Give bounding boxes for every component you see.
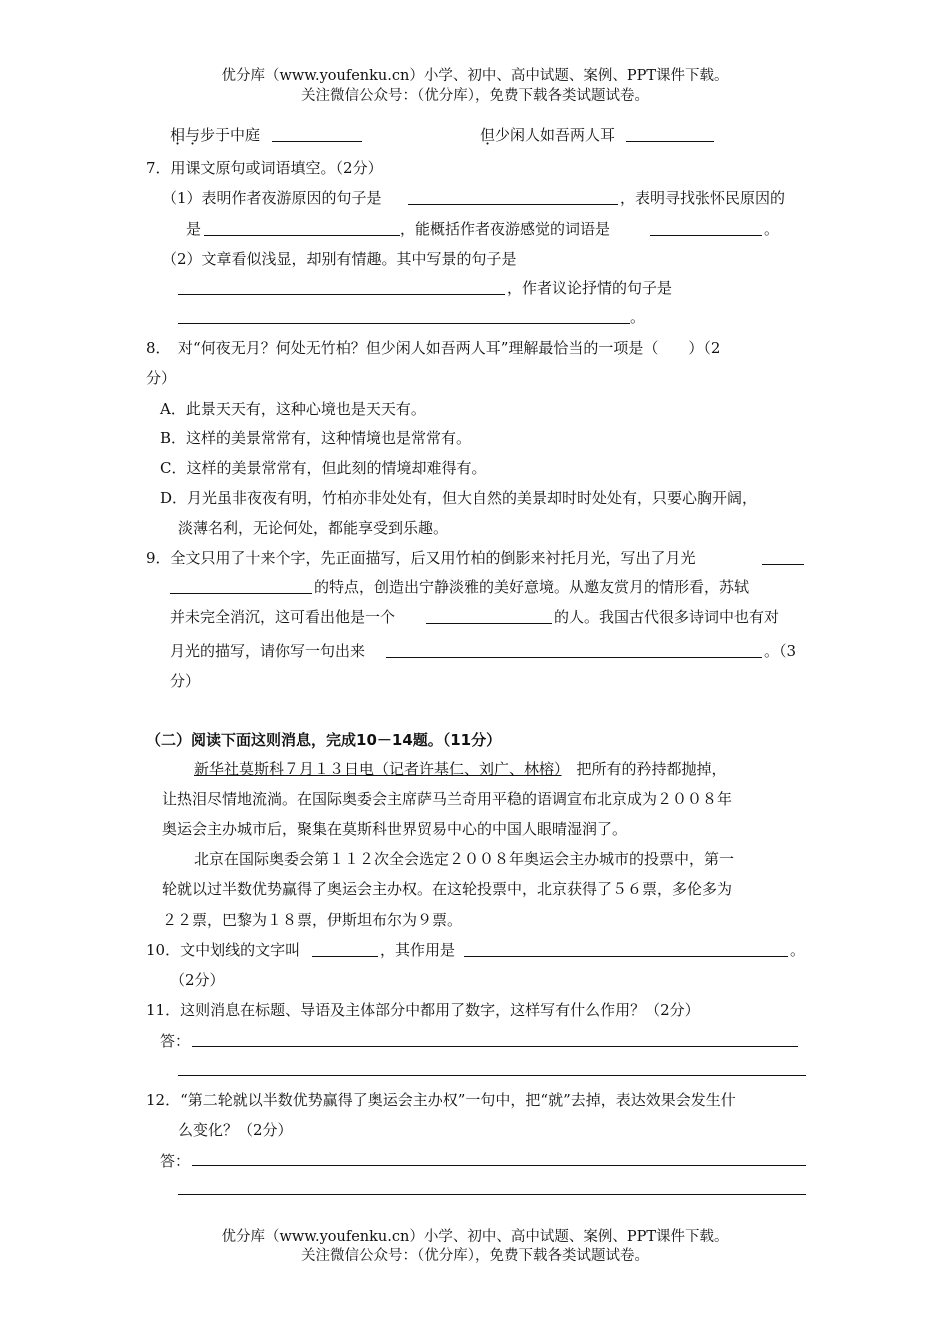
answer-blank[interactable] [626, 141, 714, 142]
news-paragraph-2-line-3: ２２票，巴黎为１８票，伊斯坦布尔为９票。 [162, 911, 463, 929]
q8-stem-cont: 分） [146, 369, 177, 387]
answer-blank[interactable] [762, 564, 804, 565]
q10-points: （2分） [170, 971, 225, 989]
news-dateline-underlined: 新华社莫斯科７月１３日电 [194, 760, 375, 778]
q10-stem-b: ，其作用是 [380, 941, 456, 959]
answer-line[interactable] [178, 1194, 806, 1195]
page-footer-line-1: 优分库（www.youfenku.cn）小学、初中、高中试题、案例、PPT课件下载。 [221, 1229, 729, 1245]
news-lead-start: 把所有的矜持都抛掉， [561, 760, 727, 778]
q7-p1-text-e: 。 [764, 220, 780, 238]
answer-line[interactable] [178, 1075, 806, 1076]
q8-stem: 8． 对“何夜无月？何处无竹柏？但少闲人如吾两人耳”理解最恰当的一项是（ ）（2 [146, 339, 721, 357]
news-paragraph-1-line-3: 奥运会主办城市后，聚集在莫斯科世界贸易中心的中国人眼晴湿润了。 [162, 820, 628, 838]
answer-blank[interactable] [650, 235, 762, 236]
q8-option-c[interactable]: C．这样的美景常常有，但此刻的情境却难得有。 [160, 459, 487, 477]
q8-option-b[interactable]: B．这样的美景常常有，这种情境也是常常有。 [160, 429, 472, 447]
q11-answer-label: 答： [160, 1032, 191, 1050]
phrase-text: 步于中庭 [200, 126, 261, 144]
q8-option-a[interactable]: A．此景天天有，这种心境也是天天有。 [160, 400, 426, 418]
q7-p2-text-b: ，作者议论抒情的句子是 [507, 279, 673, 297]
page-header-line-2: 关注微信公众号：（优分库），免费下载各类试题试卷。 [301, 88, 649, 104]
answer-blank[interactable] [464, 956, 788, 957]
q12-stem-line-1: 12．“第二轮就以半数优势赢得了奥运会主办权”一句中，把“就”去掉，表达效果会发生什 [146, 1091, 736, 1109]
answer-line[interactable] [192, 1165, 806, 1166]
q7-p1-text-d: ，能概括作者夜游感觉的词语是 [400, 220, 611, 238]
q9-line-1: 9．全文只用了十来个字，先正面描写，后又用竹柏的倒影来衬托月光，写出了月光 [146, 549, 696, 567]
phrase-xiangyu [170, 124, 260, 145]
q10-stem-c: 。 [790, 941, 806, 959]
q12-answer-label: 答： [160, 1152, 191, 1170]
q7-p2-text-a: （2）文章看似浅显，却别有情趣。其中写景的句子是 [162, 250, 517, 268]
answer-blank[interactable] [272, 141, 362, 142]
q9-line-4a: 月光的描写，请你写一句出来 [170, 642, 366, 660]
section-2-title: （二）阅读下面这则消息，完成10－14题。（11分） [146, 731, 502, 749]
answer-blank[interactable] [178, 323, 630, 324]
phrase-dan [480, 124, 615, 145]
q9-line-3b: 的人。我国古代很多诗词中也有对 [554, 608, 780, 626]
dotted-char: 与 [185, 126, 201, 144]
q11-stem: 11．这则消息在标题、导语及主体部分中都用了数字，这样写有什么作用？（2分） [146, 1001, 700, 1019]
answer-line[interactable] [192, 1046, 798, 1047]
q9-line-4b: 。（3 [764, 642, 797, 660]
answer-blank[interactable] [178, 294, 505, 295]
q7-p1-text-b: ，表明寻找张怀民原因的 [620, 189, 786, 207]
answer-blank[interactable] [408, 204, 618, 205]
news-paragraph-2-line-2: 轮就以过半数优势赢得了奥运会主办权。在这轮投票中，北京获得了５６票，多伦多为 [162, 880, 733, 898]
q9-line-2: 的特点，创造出宁静淡雅的美好意境。从邀友赏月的情形看，苏轼 [314, 578, 750, 596]
q7-p1-text-a: （1）表明作者夜游原因的句子是 [162, 189, 382, 207]
answer-blank[interactable] [170, 593, 312, 594]
news-paragraph-2-line-1: 北京在国际奥委会第１１２次全会选定２００８年奥运会主办城市的投票中，第一 [194, 850, 735, 868]
q7-p2-text-c: 。 [630, 308, 646, 326]
answer-blank[interactable] [312, 956, 378, 957]
page-footer-line-2: 关注微信公众号：（优分库），免费下载各类试题试卷。 [301, 1248, 649, 1264]
phrase-text: 少闲人如吾两人耳 [495, 126, 616, 144]
news-paragraph-1-line-1 [194, 758, 727, 779]
q8-option-d[interactable]: D．月光虽非夜夜有明，竹柏亦非处处有，但大自然的美景却时时处处有，只要心胸开阔， [160, 489, 758, 507]
answer-blank[interactable] [204, 235, 400, 236]
page-header-line-1: 优分库（www.youfenku.cn）小学、初中、高中试题、案例、PPT课件下载。 [221, 68, 729, 84]
q7-stem: 7．用课文原句或词语填空。（2分） [146, 159, 383, 177]
dotted-char: 但 [480, 126, 496, 144]
q12-stem-line-2: 么变化？（2分） [178, 1121, 293, 1139]
q9-line-5: 分） [170, 672, 201, 690]
news-reporters: （记者许基仁、刘广、林榕） [374, 760, 562, 778]
answer-blank[interactable] [426, 623, 552, 624]
q9-line-3a: 并未完全消沉，这可看出他是一个 [170, 608, 396, 626]
news-paragraph-1-line-2: 让热泪尽情地流淌。在国际奥委会主席萨马兰奇用平稳的语调宣布北京成为２００８年 [162, 790, 733, 808]
q10-stem-a: 10．文中划线的文字叫 [146, 941, 301, 959]
q8-option-d-cont: 淡薄名利，无论何处，都能享受到乐趣。 [178, 519, 449, 537]
q7-p1-text-c: 是 [186, 220, 202, 238]
dotted-char: 相 [170, 126, 186, 144]
answer-blank[interactable] [386, 657, 762, 658]
